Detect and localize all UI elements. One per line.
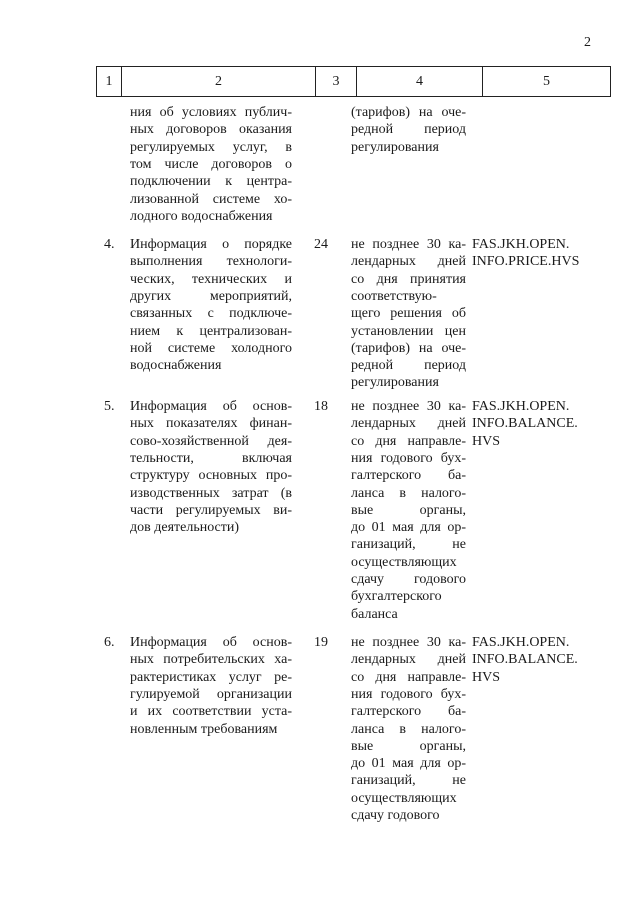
- deadline-line: со дня принятия: [351, 271, 466, 287]
- header-col-2: 2: [122, 67, 316, 97]
- deadline-line: осуществляющих: [351, 790, 457, 806]
- row-number: 5.: [104, 399, 115, 414]
- info-description-line: Информация о порядке: [130, 237, 292, 252]
- deadline-line: до 01 мая для ор-: [351, 520, 466, 536]
- deadline-line: осуществляющих: [351, 554, 457, 570]
- header-col-5: 5: [483, 67, 611, 97]
- info-description-line: ческих, технических и: [130, 271, 292, 287]
- deadline-line: ния годового бух-: [351, 450, 466, 466]
- deadline-line: не позднее 30 ка-: [351, 635, 466, 650]
- info-description-line: структуру основных про-: [130, 468, 292, 484]
- deadline-line: бухгалтерского: [351, 589, 442, 605]
- page-number: 2: [584, 35, 591, 50]
- info-description-line: регулируемых услуг, в: [130, 139, 292, 155]
- deadline-line: соответствую-: [351, 288, 437, 304]
- deadline-line: не позднее 30 ка-: [351, 237, 466, 252]
- deadline-line: регулирования: [351, 375, 439, 391]
- header-col-4: 4: [357, 67, 483, 97]
- deadline-line: галтерского ба-: [351, 704, 466, 720]
- info-description-line: Информация об основ-: [130, 399, 292, 414]
- deadline-line: редной период: [351, 122, 466, 138]
- template-code-line: INFO.BALANCE.: [472, 652, 578, 668]
- info-description-line: выполнения технологи-: [130, 254, 292, 270]
- info-description-line: рактеристиках услуг ре-: [130, 669, 292, 685]
- info-description-line: лизованной системе хо-: [130, 191, 292, 207]
- info-description-line: ной системе холодного: [130, 340, 292, 356]
- header-col-3: 3: [316, 67, 357, 97]
- info-description-line: ных потребительских ха-: [130, 652, 292, 668]
- info-description-line: лодного водоснабжения: [130, 208, 273, 224]
- form-code: 24: [314, 237, 328, 252]
- info-description-line: подключении к центра-: [130, 174, 292, 190]
- info-description-line: том числе договоров о: [130, 156, 292, 172]
- deadline-line: сдачу годового: [351, 808, 440, 823]
- info-description-line: тельности, включая: [130, 450, 292, 466]
- template-code-line: INFO.PRICE.HVS: [472, 254, 580, 270]
- info-description-line: ния об условиях публич-: [130, 105, 292, 120]
- deadline-line: ланса в налого-: [351, 485, 466, 501]
- template-code-line: FAS.JKH.OPEN.: [472, 399, 570, 414]
- info-description-line: ных договоров оказания: [130, 122, 292, 138]
- deadline-line: лендарных дней: [351, 652, 466, 668]
- info-description-line: новленным требованиям: [130, 721, 278, 737]
- deadline-line: со дня направле-: [351, 433, 466, 449]
- info-description-line: и их соответствии уста-: [130, 704, 292, 720]
- deadline-line: ганизаций, не: [351, 537, 466, 553]
- deadline-line: вые органы,: [351, 738, 466, 754]
- info-description-line: гулируемой организации: [130, 686, 292, 702]
- deadline-line: ланса в налого-: [351, 721, 466, 737]
- deadline-line: регулирования: [351, 139, 439, 155]
- deadline-line: ния годового бух-: [351, 686, 466, 702]
- deadline-line: сдачу годового: [351, 572, 466, 587]
- deadline-line: не позднее 30 ка-: [351, 399, 466, 414]
- deadline-line: вые органы,: [351, 502, 466, 518]
- info-description-line: водоснабжения: [130, 358, 222, 374]
- header-col-1: 1: [97, 67, 122, 97]
- deadline-line: (тарифов) на оче-: [351, 105, 466, 120]
- template-code-line: HVS: [472, 669, 501, 685]
- form-code: 18: [314, 399, 328, 414]
- deadline-line: (тарифов) на оче-: [351, 340, 466, 356]
- info-description-line: сово-хозяйственной дея-: [130, 433, 292, 449]
- row-number: 6.: [104, 635, 115, 650]
- deadline-line: со дня направле-: [351, 669, 466, 685]
- deadline-line: щего решения об: [351, 306, 466, 322]
- info-description-line: части регулируемых ви-: [130, 502, 292, 518]
- deadline-line: лендарных дней: [351, 416, 466, 432]
- deadline-line: ганизаций, не: [351, 773, 466, 789]
- deadline-line: установлении цен: [351, 323, 466, 339]
- info-description-line: других мероприятий,: [130, 288, 292, 304]
- deadline-line: баланса: [351, 606, 398, 622]
- deadline-line: редной период: [351, 358, 466, 374]
- template-code-line: HVS: [472, 433, 501, 449]
- deadline-line: до 01 мая для ор-: [351, 756, 466, 772]
- template-code-line: FAS.JKH.OPEN.: [472, 237, 570, 252]
- template-code-line: FAS.JKH.OPEN.: [472, 635, 570, 650]
- row-number: 4.: [104, 237, 115, 252]
- template-code-line: INFO.BALANCE.: [472, 416, 578, 432]
- info-description-line: ных показателях финан-: [130, 416, 292, 432]
- info-description-line: нием к централизован-: [130, 323, 292, 339]
- info-description-line: Информация об основ-: [130, 635, 292, 650]
- deadline-line: галтерского ба-: [351, 468, 466, 484]
- info-description-line: связанных с подключе-: [130, 306, 292, 322]
- deadline-line: лендарных дней: [351, 254, 466, 270]
- info-description-line: дов деятельности): [130, 520, 240, 536]
- column-header-row: [96, 66, 611, 97]
- form-code: 19: [314, 635, 328, 650]
- info-description-line: изводственных затрат (в: [130, 485, 292, 501]
